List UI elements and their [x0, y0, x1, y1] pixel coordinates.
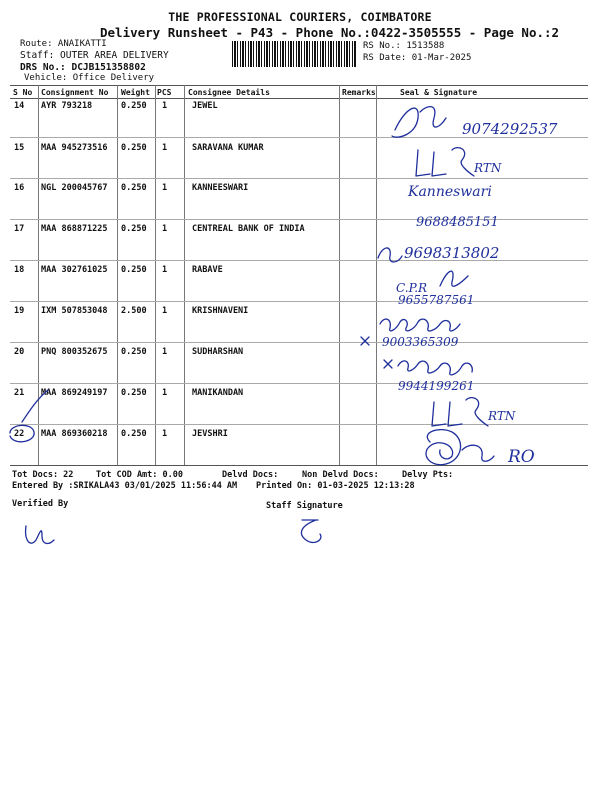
hw-name-row-18: C.P.R — [396, 281, 428, 295]
rs-date: RS Date: 01-Mar-2025 — [363, 53, 472, 63]
row-weight: 0.250 — [121, 143, 147, 153]
hw-remark-row-22: RO — [508, 447, 535, 467]
signature-row-17 — [378, 248, 402, 262]
row-pcs: 1 — [162, 306, 168, 316]
delivered-docs: Delvd Docs: — [222, 470, 279, 480]
row-sno: 20 — [14, 347, 25, 357]
row-consignment-no: MAA 869360218 — [41, 429, 108, 439]
col-header-pcs: PCS — [157, 88, 172, 97]
row-consignment-no: AYR 793218 — [41, 101, 93, 111]
verified-by-label: Verified By — [12, 499, 69, 509]
row-consignment-no: MAA 868871225 — [41, 224, 108, 234]
row-consignee: MANIKANDAN — [192, 388, 244, 398]
row-pcs: 1 — [162, 224, 168, 234]
row-consignee: JEVSHRI — [192, 429, 228, 439]
verified-by-signature — [26, 526, 54, 543]
cross-mark — [361, 337, 369, 345]
signature-row-20 — [398, 361, 472, 375]
hw-rtn-row-21: RTN — [488, 409, 516, 423]
col-header-sno: S No — [13, 88, 33, 97]
row-sno: 15 — [14, 143, 25, 153]
hw-phone-row-18: 9655787561 — [398, 293, 475, 307]
hw-phone-row-14: 9074292537 — [462, 120, 558, 138]
col-header-weight: Weight — [121, 88, 150, 97]
row-consignee: RABAVE — [192, 265, 223, 275]
printed-on: Printed On: 01-03-2025 12:13:28 — [256, 481, 415, 491]
staff-label: Staff: OUTER AREA DELIVERY — [20, 50, 169, 61]
row-consignment-no: IXM 507853048 — [41, 306, 108, 316]
row-consignee: SARAVANA KUMAR — [192, 143, 264, 153]
col-header-remarks: Remarks — [342, 88, 376, 97]
row-consignment-no: MAA 302761025 — [41, 265, 108, 275]
row-weight: 0.250 — [121, 347, 147, 357]
row-consignment-no: PNQ 800352675 — [41, 347, 108, 357]
row-consignee: SUDHARSHAN — [192, 347, 244, 357]
row-sno: 18 — [14, 265, 25, 275]
hw-phone-row-17: 9698313802 — [404, 244, 500, 262]
row-pcs: 1 — [162, 143, 168, 153]
total-cod-amount: Tot COD Amt: 0.00 — [96, 470, 183, 480]
rs-number: RS No.: 1513588 — [363, 41, 445, 51]
signature-row-14 — [392, 107, 446, 138]
row-weight: 0.250 — [121, 388, 147, 398]
hw-name-row-16: Kanneswari — [408, 184, 492, 200]
row-consignee: KRISHNAVENI — [192, 306, 249, 316]
non-delivered-docs: Non Delvd Docs: — [302, 470, 379, 480]
signature-row-19 — [380, 319, 460, 331]
row-pcs: 1 — [162, 388, 168, 398]
row-consignment-no: NGL 200045767 — [41, 183, 108, 193]
row-consignee: CENTREAL BANK OF INDIA — [192, 224, 305, 234]
row-sno: 21 — [14, 388, 25, 398]
row-pcs: 1 — [162, 429, 168, 439]
row-sno: 16 — [14, 183, 25, 193]
row-sno: 17 — [14, 224, 25, 234]
drs-number: DRS No.: DCJB151358802 — [20, 62, 146, 73]
staff-signature-label: Staff Signature — [266, 501, 343, 511]
row-pcs: 1 — [162, 101, 168, 111]
row-consignee: JEWEL — [192, 101, 218, 111]
row-weight: 0.250 — [121, 429, 147, 439]
scribble-row-22 — [426, 430, 494, 465]
llr-mark-row-15 — [416, 148, 474, 176]
row-consignment-no: MAA 945273516 — [41, 143, 108, 153]
hw-rtn-row-15: RTN — [474, 161, 502, 175]
staff-signature-mark — [301, 520, 320, 542]
col-header-signature: Seal & Signature — [400, 88, 478, 97]
signature-row-18 — [440, 271, 468, 286]
runsheet-subtitle: Delivery Runsheet - P43 - Phone No.:0422-3505555 - Page No.:2 — [100, 25, 560, 40]
llr-mark-row-21 — [432, 398, 488, 426]
row-weight: 0.250 — [121, 265, 147, 275]
row-weight: 2.500 — [121, 306, 147, 316]
vehicle-label: Vehicle: Office Delivery — [24, 73, 155, 83]
row-sno: 14 — [14, 101, 25, 111]
total-docs: Tot Docs: 22 — [12, 470, 74, 480]
hw-phone-row-16: 9688485151 — [416, 215, 499, 230]
row-weight: 0.250 — [121, 224, 147, 234]
col-header-consignment: Consignment No — [41, 88, 109, 97]
col-header-consignee: Consignee Details — [188, 88, 270, 97]
row-pcs: 1 — [162, 265, 168, 275]
row-pcs: 1 — [162, 347, 168, 357]
entered-by: Entered By :SRIKALA43 03/01/2025 11:56:44 AM — [12, 481, 238, 491]
circle-mark-sno-22 — [10, 425, 34, 441]
hw-phone-row-19: 9003365309 — [382, 335, 459, 349]
document-title: THE PROFESSIONAL COURIERS, COIMBATORE — [168, 10, 432, 24]
row-weight: 0.250 — [121, 101, 147, 111]
hw-phone-row-20: 9944199261 — [398, 379, 475, 393]
row-consignment-no: MAA 869249197 — [41, 388, 108, 398]
tick-mark — [22, 390, 48, 422]
row-sno: 19 — [14, 306, 25, 316]
row-weight: 0.250 — [121, 183, 147, 193]
route-label: Route: ANAIKATTI — [20, 39, 107, 49]
delivery-points: Delvy Pts: — [402, 470, 454, 480]
cross-mark-row-20 — [384, 360, 392, 368]
row-pcs: 1 — [162, 183, 168, 193]
row-sno: 22 — [14, 429, 25, 439]
row-consignee: KANNEESWARI — [192, 183, 249, 193]
